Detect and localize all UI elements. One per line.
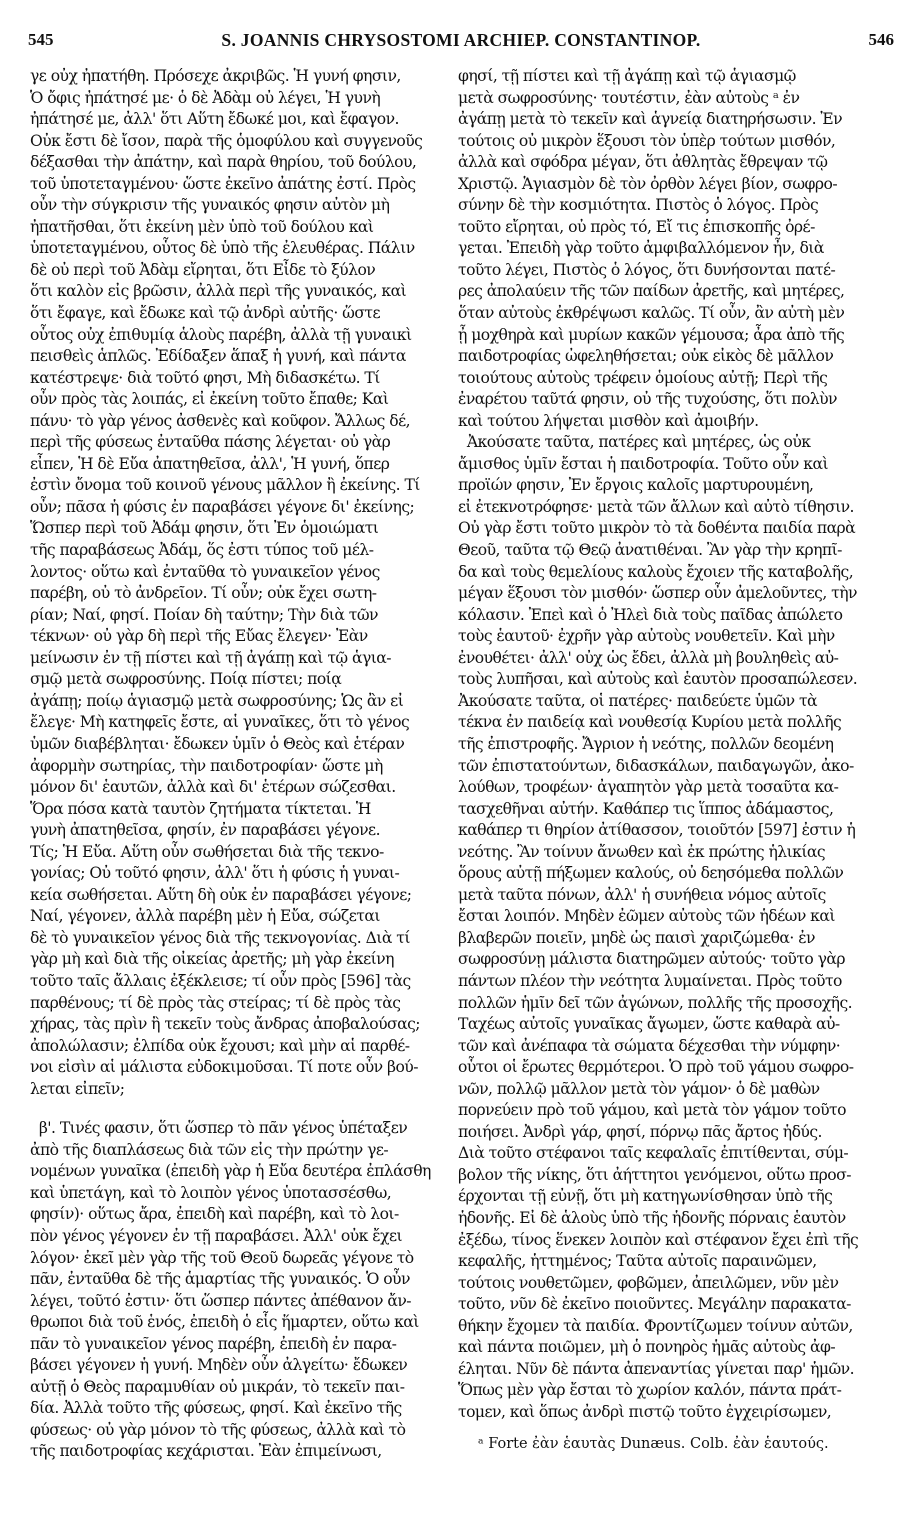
text-line: ἔσται λοιπόν. Μηδὲν ἐῶμεν αὐτοὺς τῶν ἡδέων καὶ xyxy=(458,907,835,926)
text-line: ἔλεγε· Μὴ κατηφεῖς ἔστε, αἱ γυναῖκες, ὅτι τὸ γένος xyxy=(30,713,410,732)
text-line: λοντος· οὕτω καὶ ἐνταῦθα τὸ γυναικεῖον γένος xyxy=(30,562,380,581)
text-line: ὅταν αὐτοὺς ἐκθρέψωσι καλῶς. Τί οὖν, ἂν αὐτὴ μὲν xyxy=(458,304,845,323)
text-line: γεται. Ἐπειδὴ γὰρ τοῦτο ἀμφιβαλλόμενον ἦν, διὰ xyxy=(458,239,824,258)
text-line: ἐνουθέτει· ἀλλ' οὐχ ὡς ἔδει, ἀλλὰ μὴ βουληθεὶς αὐ- xyxy=(458,648,839,667)
text-line: πᾶν τὸ γυναικεῖον γένος παρέβη, ἐπειδὴ ἐν παρα- xyxy=(30,1334,397,1353)
text-line: τῶν ἐπιστατούντων, διδασκάλων, παιδαγωγῶν, ἀκο- xyxy=(458,756,854,775)
text-line: ἐναρέτου ταῦτά φησιν, οὐ τῆς τυχούσης, ὅτι πολὺν xyxy=(458,390,837,409)
text-line: τέκνα ἐν παιδείᾳ καὶ νουθεσίᾳ Κυρίου μετὰ πολλῆς xyxy=(458,713,842,732)
text-line: Τίς; Ἡ Εὔα. Αὕτη οὖν σωθήσεται διὰ τῆς τεκνο- xyxy=(30,842,384,861)
text-line: κεία σωθήσεται. Αὕτη δὴ οὐκ ἐν παραβάσει γέγονε; xyxy=(30,885,412,904)
text-line: νῶν, πολλῷ μᾶλλον μετὰ τὸν γάμον· ὁ δὲ μαθὼν xyxy=(458,1079,820,1098)
text-line: παρθένους; τί δὲ πρὸς τὰς στείρας; τί δὲ πρὸς τὰς xyxy=(30,993,401,1012)
text-line: ἐξέδω, τίνος ἕνεκεν λοιπὸν καὶ στέφανον ἔχει ἐπὶ τῆς xyxy=(458,1230,859,1249)
text-line: καὶ τούτου λήψεται μισθὸν καὶ ἀμοιβήν. xyxy=(458,411,759,430)
text-line: θήκην ἔχομεν τὰ παιδία. Φροντίζωμεν τοίνυν αὐτῶν, xyxy=(458,1316,853,1335)
text-line: ἠπατῆσθαι, ὅτι ἐκείνη μὲν ὑπὸ τοῦ δούλου καὶ xyxy=(30,217,374,236)
text-line: βάσει γέγονεν ἡ γυνή. Μηδὲν οὖν ἀλγείτω· ἔδωκεν xyxy=(30,1356,408,1375)
text-line: τῆς παραβάσεως Ἀδάμ, ὅς ἐστι τύπος τοῦ μέλ- xyxy=(30,541,374,560)
text-line: έρχονται τῇ εὐνῇ, ὅτι μὴ κατηγωνίσθησαν ὑπὸ τῆς xyxy=(458,1187,833,1206)
text-line: τασχεθῆναι αὐτήν. Καθάπερ τις ἵππος ἀδάμαστος, xyxy=(458,799,834,818)
text-line: περὶ τῆς φύσεως ἐνταῦθα πάσης λέγεται· οὐ γὰρ xyxy=(30,433,391,452)
text-line: πὸν γένος γέγονεν ἐν τῇ παραβάσει. Ἀλλ' οὐκ ἔχει xyxy=(30,1226,403,1245)
text-line: γε οὐχ ἠπατήθη. Πρόσεχε ἀκριβῶς. Ἡ γυνή φησιν, xyxy=(30,67,401,85)
text-line: κατέστρεψε· διὰ τοῦτό φησι, Μὴ διδασκέτω. Τί xyxy=(30,368,380,387)
text-line: τοῦτο ταῖς ἄλλαις ἐξέκλεισε; τί οὖν πρὸς [596] τὰς xyxy=(30,971,411,990)
text-line: μείνωσιν ἐν τῇ πίστει καὶ τῇ ἀγάπῃ καὶ τῷ ἁγια- xyxy=(30,648,391,667)
text-line: νεότης. Ἂν τοίνυν ἄνωθεν καὶ ἐκ πρώτης ἡλικίας xyxy=(458,842,826,861)
text-line: Οὐκ ἔστι δὲ ἴσον, παρὰ τῆς ὁμοφύλου καὶ συγγενοῦς xyxy=(30,131,423,150)
text-line: ἡδονῆς. Εἰ δὲ ἁλοὺς ὑπὸ τῆς ἡδονῆς πόρναις ἑαυτὸν xyxy=(458,1208,846,1227)
text-line: λέγει, τοῦτό ἐστιν· ὅτι ὥσπερ πάντες ἀπέθανον ἄν- xyxy=(30,1291,411,1310)
text-line: δὲ οὐ περὶ τοῦ Ἀδὰμ εἴρηται, ὅτι Εἶδε τὸ ξύλον xyxy=(30,260,376,279)
text-line: κεφαλῆς, ἡττημένος; Ταῦτα αὐτοῖς παραινῶμεν, xyxy=(458,1252,817,1271)
text-line: τέκνων· οὐ γὰρ δὴ περὶ τῆς Εὔας ἔλεγεν· Ἐὰν xyxy=(30,627,368,646)
text-line: ᾖ μοχθηρὰ καὶ μυρίων κακῶν γέμουσα; ἆρα ἀπὸ τῆς xyxy=(458,325,845,344)
text-line: καθάπερ τι θηρίον ἀτίθασσον, τοιοῦτόν [597] ἐστιν ἡ xyxy=(458,821,856,840)
text-line: ποιήσει. Ἀνδρὶ γάρ, φησί, πόρνῳ πᾶς ἄρτος ἡδύς. xyxy=(458,1122,822,1141)
text-line: Ὁ ὄφις ἠπάτησέ με· ὁ δὲ Ἀδὰμ οὐ λέγει, Ἡ γυνὴ xyxy=(30,88,381,107)
text-line: δὲ τὸ γυναικεῖον γένος διὰ τῆς τεκνογονίας. Διὰ τί xyxy=(30,928,410,947)
text-line: σύνην δὲ τὴν κοσμιότητα. Πιστὸς ὁ λόγος. Πρὸς xyxy=(458,196,819,215)
text-line: τοῦτο εἴρηται, οὐ πρὸς τό, Εἴ τις ἐπισκοπῆς ὀρέ- xyxy=(458,217,815,236)
text-line: μετὰ ταῦτα πόνων, ἀλλ' ἡ συνήθεια νόμος αὐτοῖς xyxy=(458,885,826,904)
text-line: ἠπάτησέ με, ἀλλ' ὅτι Αὕτη ἔδωκέ μοι, καὶ ἔφαγον. xyxy=(30,110,399,129)
text-line: ἀφορμὴν σωτηρίας, τὴν παιδοτροφίαν· ὥστε μὴ xyxy=(30,756,383,775)
text-line: ὑποτεταγμένου, οὗτος δὲ ὑπὸ τῆς ἐλευθέρας. Πάλιν xyxy=(30,239,415,258)
text-line: ὅτι ἔφαγε, καὶ ἔδωκε καὶ τῷ ἀνδρὶ αὐτῆς· ὥστε xyxy=(30,304,381,323)
text-line: παιδοτροφίας ὠφεληθήσεται; οὐκ εἰκὸς δὲ μᾶλλον xyxy=(458,347,834,366)
text-line: τούτοις νουθετῶμεν, φοβῶμεν, ἀπειλῶμεν, νῦν μὲν xyxy=(458,1273,839,1292)
text-line: ἀγάπῃ; ποίῳ ἁγιασμῷ μετὰ σωφροσύνης; Ὡς ἂν εἰ xyxy=(30,691,404,710)
text-line: Ὅρα πόσα κατὰ ταυτὸν ζητήματα τίκτεται. Ἡ xyxy=(30,799,371,818)
text-line: ἀγάπῃ μετὰ τὸ τεκεῖν καὶ ἁγνείᾳ διατηρήσωσιν. Ἐν xyxy=(458,110,843,129)
text-line: πεισθεὶς ἁπλῶς. Ἐδίδαξεν ἅπαξ ἡ γυνή, καὶ πάντα xyxy=(30,347,406,366)
text-line: φησίν)· οὕτως ἄρα, ἐπειδὴ καὶ παρέβη, καὶ τὸ λοι- xyxy=(30,1205,399,1224)
text-line: δα καὶ τοὺς θεμελίους καλοὺς ἔχοιεν τῆς καταβολῆς, xyxy=(458,562,854,581)
text-line: λόγον· ἐκεῖ μὲν γὰρ τῆς τοῦ Θεοῦ δωρεᾶς γέγονε τὸ xyxy=(30,1248,414,1267)
text-line: β'. Τινές φασιν, ὅτι ὥσπερ τὸ πᾶν γένος ὑπέταξεν xyxy=(30,1119,408,1138)
text-line: οὖν; πᾶσα ἡ φύσις ἐν παραβάσει γέγονε δι' ἐκείνης; xyxy=(30,497,415,516)
text-line: πολλῶν ἡμῖν δεῖ τῶν ἀγώνων, πολλῆς τῆς προσοχῆς. xyxy=(458,993,853,1012)
text-line: δέξασθαι τὴν ἀπάτην, καὶ παρὰ θηρίου, τοῦ δούλου, xyxy=(30,153,417,172)
text-line: ἐστὶν ὄνομα τοῦ κοινοῦ γένους μᾶλλον ἢ ἐκείνης. Τί xyxy=(30,476,420,495)
text-line: αὐτῇ ὁ Θεὸς παραμυθίαν οὐ μικράν, τὸ τεκεῖν παι- xyxy=(30,1377,405,1396)
text-line: τοῦτο, νῦν δὲ ἐκεῖνο ποιοῦντες. Μεγάλην παρακατα- xyxy=(458,1295,851,1314)
text-line: ἀπὸ τῆς διαπλάσεως διὰ τῶν εἰς τὴν πρώτην γε- xyxy=(30,1140,389,1159)
text-line: νοι εἰσὶν αἱ μάλιστα εὐδοκιμοῦσαι. Τί ποτε οὖν βού- xyxy=(30,1058,418,1077)
text-line: Ὅπως μὲν γὰρ ἔσται τὸ χωρίον καλόν, πάντα πράτ- xyxy=(458,1381,842,1400)
text-line: ὑμῶν διαβέβληται· ἔδωκεν ὑμῖν ὁ Θεὸς καὶ ἑτέραν xyxy=(30,734,405,753)
text-line: ὅρους αὐτῇ πήξωμεν καλούς, οὐ δεησόμεθα πολλῶν xyxy=(458,864,844,883)
text-line: έληται. Νῦν δὲ πάντα ἀπεναντίας γίνεται παρ' ἡμῶν. xyxy=(458,1359,854,1378)
text-line: δία. Ἀλλὰ τοῦτο τῆς φύσεως, φησί. Καὶ ἐκεῖνο τῆς xyxy=(30,1399,402,1418)
text-line: Ταχέως αὐτοῖς γυναῖκας ἄγωμεν, ὥστε καθαρὰ αὐ- xyxy=(458,1015,840,1034)
right-column xyxy=(458,66,898,1423)
text-line: πορνεύειν πρὸ τοῦ γάμου, καὶ μετὰ τὸν γάμον τοῦτο xyxy=(458,1101,846,1120)
text-line: προϊών φησιν, Ἐν ἔργοις καλοῖς μαρτυρουμένη, xyxy=(458,476,814,495)
text-line: ρες ἀπολαύειν τῆς τῶν παίδων ἀρετῆς, καὶ μητέρες, xyxy=(458,282,845,301)
text-line: βλαβερῶν ποιεῖν, μηδὲ ὡς παισὶ χαριζώμεθα· ἐν xyxy=(458,928,815,947)
text-line: γονίας; Οὐ τοῦτό φησιν, ἀλλ' ὅτι ἡ φύσις ἡ γυναι- xyxy=(30,864,400,883)
text-line: χήρας, τὰς πρὶν ἢ τεκεῖν τοὺς ἄνδρας ἀποβαλούσας; xyxy=(30,1015,420,1034)
running-header xyxy=(28,30,894,62)
page-number-right: 546 xyxy=(868,30,894,49)
text-line: μόνον δι' ἑαυτῶν, ἀλλὰ καὶ δι' ἑτέρων σώζεσθαι. xyxy=(30,778,396,797)
text-line: σμῷ μετὰ σωφροσύνης. Ποίᾳ πίστει; ποίᾳ xyxy=(30,670,342,689)
text-line xyxy=(30,1100,448,1118)
text-line: τοὺς λυπῆσαι, καὶ αὐτοὺς καὶ ἑαυτὸν προσαπώλεσεν. xyxy=(458,670,858,689)
text-line: οὗτος οὐχ ἐπιθυμίᾳ ἁλοὺς παρέβη, ἀλλὰ τῇ γυναικὶ xyxy=(30,325,412,344)
left-column xyxy=(30,66,448,1463)
text-line: πάνυ· τὸ γὰρ γένος ἀσθενὲς καὶ κοῦφον. Ἄλλως δέ, xyxy=(30,411,411,430)
text-line: τούτοις οὐ μικρὸν ἕξουσι τὸν ὑπὲρ τούτων μισθόν, xyxy=(458,131,836,150)
text-line: ὅτι καλὸν εἰς βρῶσιν, ἀλλὰ περὶ τῆς γυναικός, καὶ xyxy=(30,282,407,301)
text-line: μετὰ σωφροσύνης· τουτέστιν, ἐὰν αὐτοὺς ᵃ ἐν xyxy=(458,88,800,107)
text-line: τῆς ἐπιστροφῆς. Ἄγριον ἡ νεότης, πολλῶν δεομένη xyxy=(458,734,834,753)
text-line: τῶν καὶ ἀνέπαφα τὰ σώματα δέχεσθαι τὴν νύμφην· xyxy=(458,1036,841,1055)
text-line: πᾶν, ἐνταῦθα δὲ τῆς ἁμαρτίας τῆς γυναικός. Ὁ οὖν xyxy=(30,1270,410,1289)
text-line: οὖν πρὸς τὰς λοιπάς, εἰ ἐκείνη τοῦτο ἔπαθε; Καὶ xyxy=(30,390,389,409)
text-line: παρέβη, οὐ τὸ ἀνδρεῖον. Τί οὖν; οὐκ ἔχει σωτη- xyxy=(30,584,377,603)
text-line: Χριστῷ. Ἁγιασμὸν δὲ τὸν ὀρθὸν λέγει βίον, σωφρο- xyxy=(458,174,838,193)
text-line: γὰρ μὴ καὶ διὰ τῆς οἰκείας ἀρετῆς; μὴ γὰρ ἐκείνη xyxy=(30,950,394,969)
text-line: ρίαν; Ναί, φησί. Ποίαν δὴ ταύτην; Τὴν διὰ τῶν xyxy=(30,605,378,624)
text-line: οὖν τὴν σύγκρισιν τῆς γυναικός φησιν αὐτὸν μὴ xyxy=(30,196,390,215)
text-line: καὶ πάντα ποιῶμεν, μὴ ὁ πονηρὸς ἡμᾶς αὐτοὺς ἀφ- xyxy=(458,1338,836,1357)
text-line: εἰ ἐτεκνοτρόφησε· μετὰ τῶν ἄλλων καὶ αὐτὸ τίθησιν. xyxy=(458,497,854,516)
text-line: λούθων, τροφέων· ἀγαπητὸν γὰρ μετὰ τοσαῦτα κα- xyxy=(458,778,839,797)
text-line: Διὰ τοῦτο στέφανοι ταῖς κεφαλαῖς ἐπιτίθενται, σύμ- xyxy=(458,1144,849,1163)
text-line: θρωποι διὰ τοῦ ἑνός, ἐπειδὴ ὁ εἷς ἥμαρτεν, οὕτω καὶ xyxy=(30,1313,419,1332)
text-line: τῆς παιδοτροφίας κεχάρισται. Ἐὰν ἐπιμείνωσι, xyxy=(30,1442,382,1461)
footnote: ᵃ Forte ἐὰν ἑαυτὰς Dunæus. Colb. ἐὰν ἑαυτούς. xyxy=(478,1436,829,1452)
text-line: Θεοῦ, ταῦτα τῷ Θεῷ ἀνατιθέναι. Ἂν γὰρ τὴν κρηπῖ- xyxy=(458,541,842,560)
running-title: S. JOANNIS CHRYSOSTOMI ARCHIEP. CONSTANTINOP. xyxy=(221,30,701,50)
text-line: ἀπολώλασιν; ἐλπίδα οὐκ ἔχουσι; καὶ μὴν αἱ παρθέ- xyxy=(30,1036,410,1055)
text-line: ἄμισθος ὑμῖν ἔσται ἡ παιδοτροφία. Τοῦτο οὖν καὶ xyxy=(458,454,829,473)
text-line: τοῦ ὑποτεταγμένου· ὥστε ἐκεῖνο ἀπάτης ἐστί. Πρὸς xyxy=(30,174,416,193)
text-line: λεται εἰπεῖν; xyxy=(30,1079,125,1098)
text-line: Ἀκούσατε ταῦτα, πατέρες καὶ μητέρες, ὡς οὐκ xyxy=(458,433,811,452)
text-line: τοῦτο λέγει, Πιστὸς ὁ λόγος, ὅτι δυνήσονται πατέ- xyxy=(458,260,836,279)
text-line: Ὥσπερ περὶ τοῦ Ἀδάμ φησιν, ὅτι Ἐν ὁμοιώματι xyxy=(30,519,379,538)
text-line: Οὐ γὰρ ἔστι τοῦτο μικρὸν τὸ τὰ δοθέντα παιδία παρὰ xyxy=(458,519,856,538)
text-line: ἀλλὰ καὶ σφόδρα μέγαν, ὅτι ἀθλητὰς ἔθρεψαν τῷ xyxy=(458,153,828,172)
text-line: οὗτοι οἱ ἔρωτες θερμότεροι. Ὁ πρὸ τοῦ γάμου σωφρο- xyxy=(458,1058,854,1077)
text-line: τοιούτους αὐτοὺς τρέφειν ὁμοίους αὐτῇ; Περὶ τῆς xyxy=(458,368,828,387)
text-line: Ἀκούσατε ταῦτα, οἱ πατέρες· παιδεύετε ὑμῶν τὰ xyxy=(458,691,818,710)
text-line: σωφροσύνῃ μάλιστα διατηρῶμεν αὐτούς· τοῦτο γὰρ xyxy=(458,950,846,969)
text-line: μέγαν ἕξουσι τὸν μισθόν· ὥσπερ οὖν ἀμελοῦντες, τὴν xyxy=(458,584,857,603)
text-line: τοὺς ἑαυτοῦ· ἐχρῆν γὰρ αὐτοὺς νουθετεῖν. Καὶ μὴν xyxy=(458,627,835,646)
text-line: Ναί, γέγονεν, ἀλλὰ παρέβη μὲν ἡ Εὔα, σώζεται xyxy=(30,907,380,926)
text-line: βολον τῆς νίκης, ὅτι ἀήττητοι γενόμενοι, οὕτω προσ- xyxy=(458,1165,851,1184)
text-line: φύσεως· οὐ γὰρ μόνον τὸ τῆς φύσεως, ἀλλὰ καὶ τὸ xyxy=(30,1420,406,1439)
page-number-left: 545 xyxy=(28,30,54,49)
text-line: φησί, τῇ πίστει καὶ τῇ ἀγάπῃ καὶ τῷ ἁγιασμῷ xyxy=(458,67,796,85)
text-line: καὶ ὑπετάγη, καὶ τὸ λοιπὸν γένος ὑποτασσέσθω, xyxy=(30,1183,392,1202)
text-line: νομένων γυναῖκα (ἐπειδὴ γὰρ ἡ Εὔα δευτέρα ἐπλάσθη xyxy=(30,1162,431,1181)
text-line: πάντων πλέον τὴν νεότητα λυμαίνεται. Πρὸς τοῦτο xyxy=(458,971,842,990)
text-line: κόλασιν. Ἐπεὶ καὶ ὁ Ἠλεὶ διὰ τοὺς παῖδας ἀπώλετο xyxy=(458,605,843,624)
text-line: γυνὴ ἀπατηθεῖσα, φησίν, ἐν παραβάσει γέγονε. xyxy=(30,821,380,840)
text-line: τομεν, καὶ ὅπως ἀνδρὶ πιστῷ τοῦτο ἐγχειρίσωμεν, xyxy=(458,1402,832,1421)
text-line: εἶπεν, Ἡ δὲ Εὔα ἀπατηθεῖσα, ἀλλ', Ἡ γυνή, ὅπερ xyxy=(30,454,390,473)
